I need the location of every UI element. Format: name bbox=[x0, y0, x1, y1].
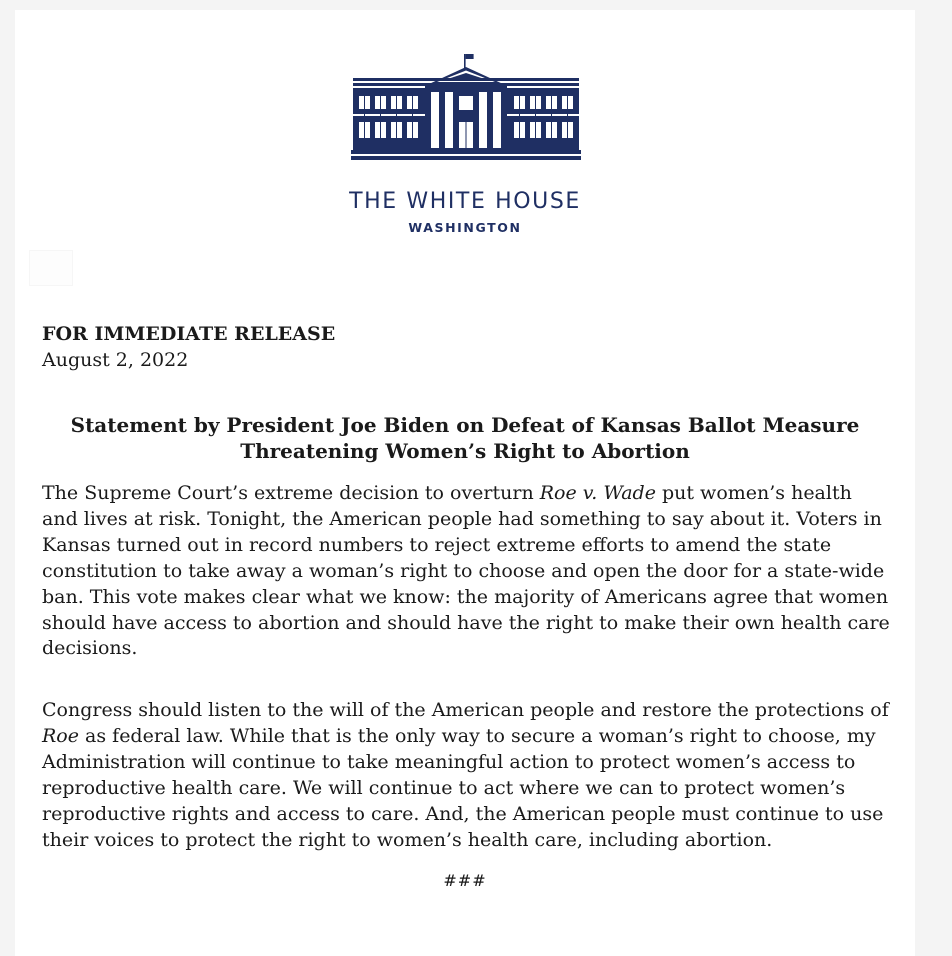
letterhead-subtitle: WASHINGTON bbox=[408, 220, 522, 235]
white-house-logo-icon bbox=[351, 52, 581, 162]
letterhead-title: THE WHITE HOUSE bbox=[349, 189, 581, 214]
headline-line-1: Statement by President Joe Biden on Defeat of Kansas Ballot Measure bbox=[70, 413, 860, 437]
p2-lead: Congress should listen to the will of the American people and restore the protections of bbox=[42, 699, 889, 721]
p2-rest: as federal law. While that is the only way to secure a woman’s right to choose, my Administration will continue to take meaningful action to protect women’s access to reproductive health care. We will continue to act where we can to protect women’s reproductive rights and access to care. And, the American people must continue to use their voices to protect the right to women’s health care, including abortion. bbox=[42, 724, 884, 851]
placeholder-box bbox=[29, 250, 73, 286]
end-mark: ### bbox=[443, 871, 487, 890]
release-label: FOR IMMEDIATE RELEASE bbox=[42, 323, 336, 345]
headline-line-2: Threatening Women’s Right to Abortion bbox=[240, 439, 690, 463]
p2-case-name: Roe bbox=[42, 724, 79, 747]
p1-case-name: Roe v. Wade bbox=[539, 482, 656, 504]
p1-rest: put women’s health and lives at risk. Tonight, the American people had something to say about it. Voters in Kansas turned out in record numbers to reject extreme efforts to amend the state constitution to take away a woman’s right to choose and open the door for a state-wide ban. This vote makes clear what we know: the majority of Americans agree that women should have access to abortion and should have the right to make their own health care decisions. bbox=[42, 482, 890, 660]
release-date: August 2, 2022 bbox=[42, 349, 189, 371]
body-paragraph-1 bbox=[42, 481, 892, 662]
p1-lead: The Supreme Court’s extreme decision to overturn bbox=[42, 482, 540, 504]
statement-headline bbox=[15, 412, 915, 464]
body-paragraph-2 bbox=[42, 698, 892, 853]
press-release-page bbox=[15, 10, 915, 956]
